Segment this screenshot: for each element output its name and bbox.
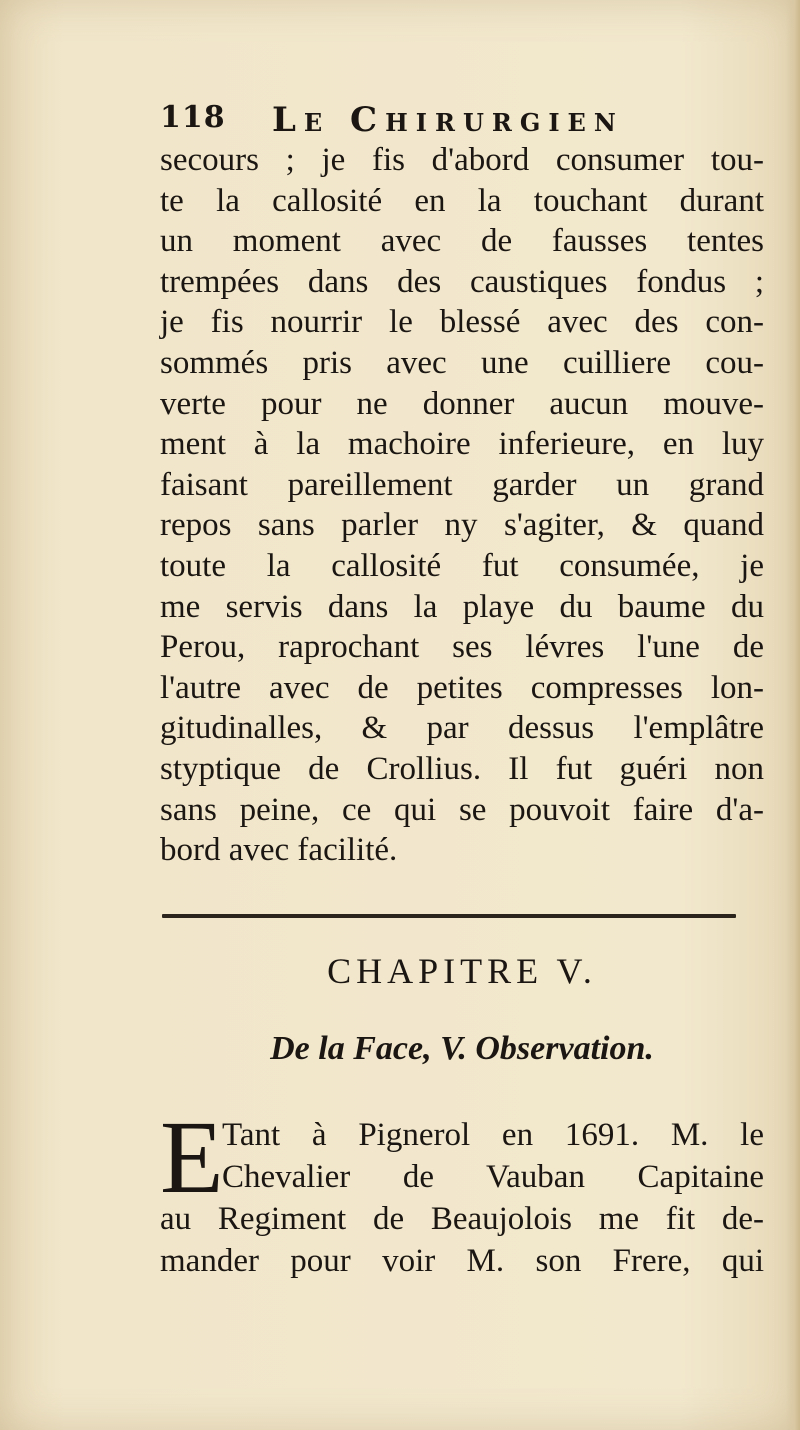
body-paragraph: [160, 140, 764, 871]
text-line: me servis dans la playe du baume du: [160, 588, 764, 625]
text-line: toute la callosité fut consumée, je: [160, 547, 764, 584]
text-line: repos sans parler ny s'agiter, & quand: [160, 507, 764, 544]
text-line: trempées dans des caustiques fondus ;: [160, 263, 764, 300]
text-line: mander pour voir M. son Frere, qui: [160, 1243, 764, 1279]
text-line: sans peine, ce qui se pouvoit faire d'a-: [160, 791, 764, 828]
text-line: gitudinalles, & par dessus l'emplâtre: [160, 710, 764, 747]
text-line: sommés pris avec une cuilliere cou-: [160, 344, 764, 381]
text-line: l'autre avec de petites compresses lon-: [160, 669, 764, 706]
opening-paragraph: [160, 1100, 764, 1282]
text-line: un moment avec de fausses tentes: [160, 223, 764, 260]
text-line: Chevalier de Vauban Capitaine: [222, 1159, 764, 1195]
page-edge: [786, 0, 800, 1430]
text-line: secours ; je fis d'abord consumer tou-: [160, 142, 764, 178]
running-head: [160, 100, 760, 140]
text-line: styptique de Crollius. Il fut guéri non: [160, 750, 764, 787]
text-line: faisant pareillement garder un grand: [160, 466, 764, 503]
text-line: je fis nourrir le blessé avec des con-: [160, 304, 764, 341]
page-number: 118: [160, 100, 226, 135]
text-line: au Regiment de Beaujolois me fit de-: [160, 1201, 764, 1237]
text-line: ment à la machoire inferieure, en luy: [160, 426, 764, 463]
text-line: verte pour ne donner aucun mouve-: [160, 385, 764, 422]
text-line: Tant à Pignerol en 1691. M. le: [222, 1117, 764, 1153]
text-line: te la callosité en la touchant durant: [160, 182, 764, 219]
drop-cap: E: [160, 1100, 224, 1215]
section-rule: [162, 914, 736, 918]
text-line: bord avec facilité.: [160, 832, 398, 869]
text-line: Perou, raprochant ses lévres l'une de: [160, 629, 764, 666]
running-title: Le Chirurgien: [272, 100, 624, 140]
section-title: De la Face, V. Observation.: [270, 1030, 654, 1067]
chapter-heading: CHAPITRE V.: [327, 951, 597, 991]
